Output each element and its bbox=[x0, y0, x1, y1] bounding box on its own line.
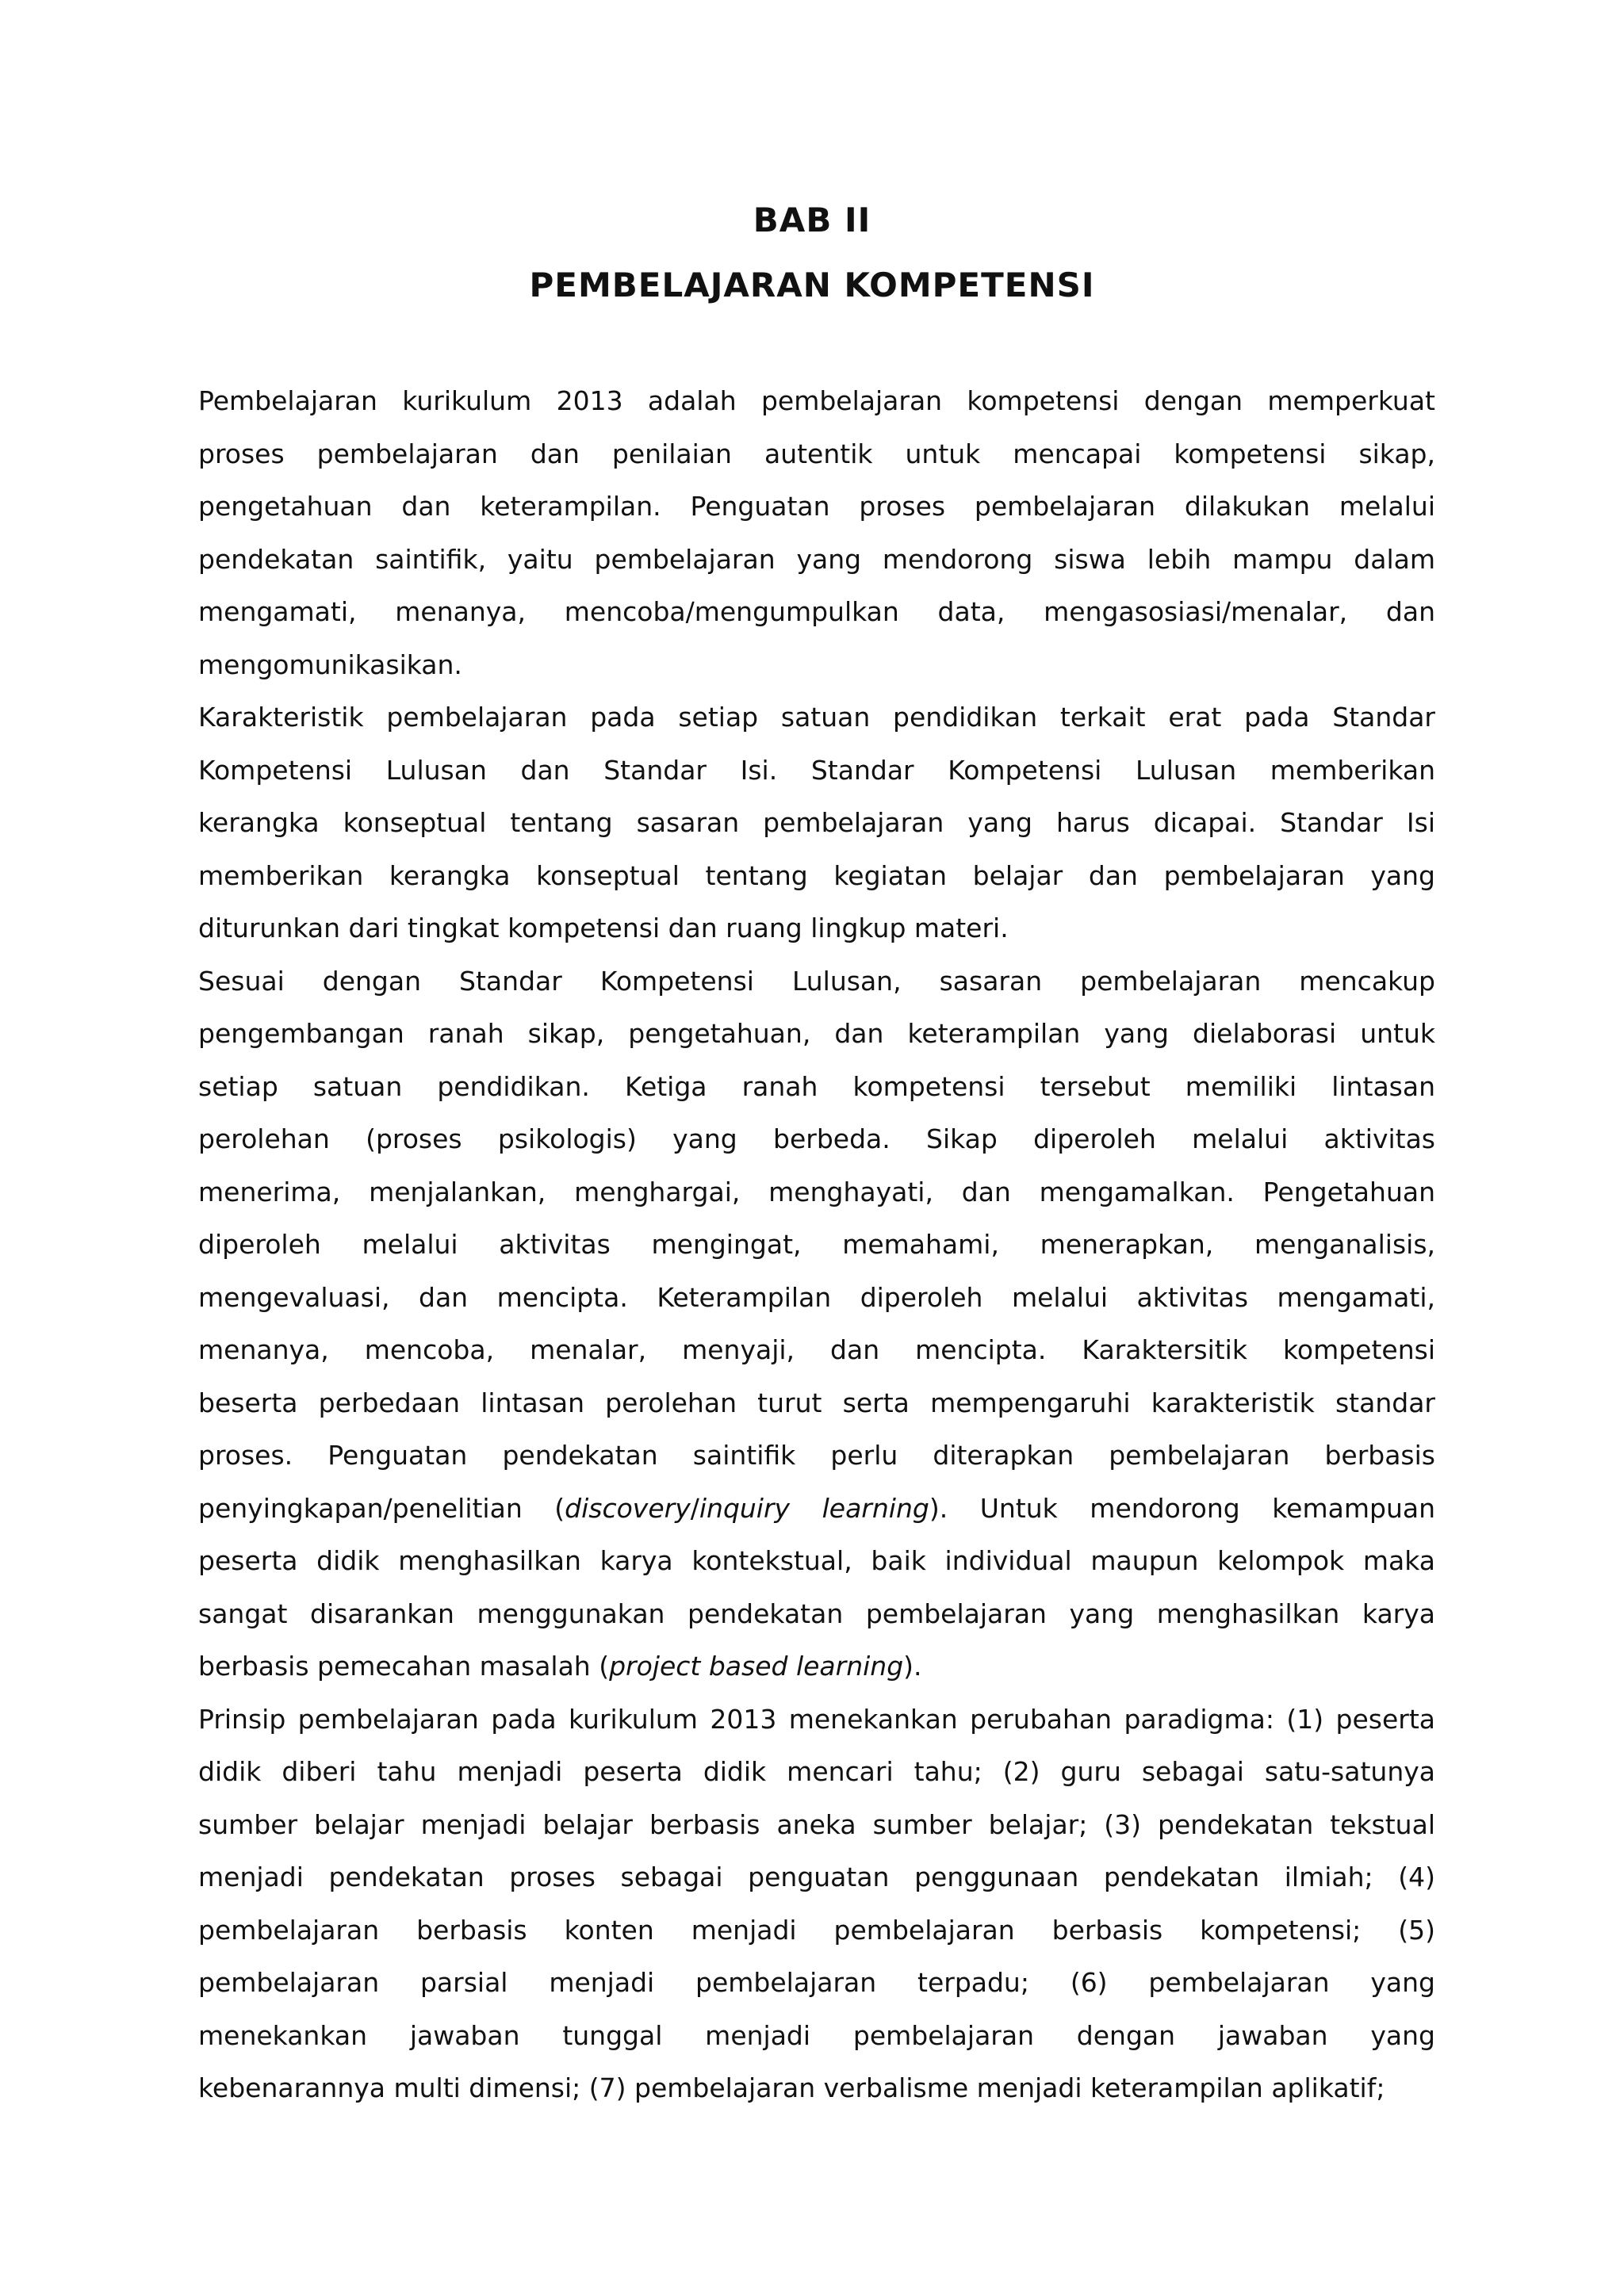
text-line: sangat disarankan menggunakan pendekatan pembelajaran yang menghasilkan karya bbox=[198, 1598, 1435, 1629]
text-line: proses pembelajaran dan penilaian autentik untuk mencapai kompetensi sikap, bbox=[198, 438, 1435, 469]
text-line: memberikan kerangka konseptual tentang kegiatan belajar dan pembelajaran yang bbox=[198, 859, 1435, 891]
italic-term: inquiry learning bbox=[699, 1492, 929, 1524]
text-line: menjadi pendekatan proses sebagai penguatan penggunaan pendekatan ilmiah; (4) bbox=[198, 1862, 1435, 1892]
text-line: kebenarannya multi dimensi; (7) pembelajaran verbalisme menjadi keterampilan aplikatif; bbox=[198, 2072, 1385, 2103]
text-line: menanya, mencoba, menalar, menyaji, dan mencipta. Karaktersitik kompetensi bbox=[198, 1334, 1435, 1365]
text-line: Prinsip pembelajaran pada kurikulum 2013 menekankan perubahan paradigma: (1) peserta bbox=[198, 1703, 1435, 1735]
text-line: pembelajaran berbasis konten menjadi pembelajaran berbasis kompetensi; (5) bbox=[198, 1914, 1435, 1946]
text-line bbox=[198, 1483, 1435, 1536]
text-line: Sesuai dengan Standar Kompetensi Lulusan, sasaran pembelajaran mencakup bbox=[198, 965, 1435, 997]
body-text bbox=[198, 375, 1435, 2115]
text-line: perolehan (proses psikologis) yang berbeda. Sikap diperoleh melalui aktivitas bbox=[198, 1123, 1435, 1154]
text-segment: ). bbox=[903, 1651, 922, 1682]
text-line: Kompetensi Lulusan dan Standar Isi. Standar Kompetensi Lulusan memberikan bbox=[198, 754, 1435, 786]
paragraph bbox=[198, 1693, 1435, 2115]
text-line: setiap satuan pendidikan. Ketiga ranah kompetensi tersebut memiliki lintasan bbox=[198, 1070, 1435, 1102]
text-line: Karakteristik pembelajaran pada setiap satuan pendidikan terkait erat pada Standar bbox=[198, 702, 1435, 733]
text-segment: berbasis pemecahan masalah ( bbox=[198, 1651, 610, 1682]
paragraph bbox=[198, 375, 1435, 691]
text-segment: ). Untuk mendorong kemampuan bbox=[929, 1492, 1435, 1524]
paragraph bbox=[198, 955, 1435, 1693]
chapter-number: BAB II bbox=[753, 201, 871, 239]
text-line: kerangka konseptual tentang sasaran pembelajaran yang harus dicapai. Standar Isi bbox=[198, 807, 1435, 838]
text-line: proses. Penguatan pendekatan saintifik perlu diterapkan pembelajaran berbasis bbox=[198, 1440, 1435, 1471]
text-line: mengomunikasikan. bbox=[198, 649, 462, 680]
text-line: menekankan jawaban tunggal menjadi pembelajaran dengan jawaban yang bbox=[198, 2019, 1435, 2051]
text-line: menerima, menjalankan, menghargai, menghayati, dan mengamalkan. Pengetahuan bbox=[198, 1176, 1435, 1207]
text-line: pendekatan saintifik, yaitu pembelajaran yang mendorong siswa lebih mampu dalam bbox=[198, 543, 1435, 575]
text-line: didik diberi tahu menjadi peserta didik mencari tahu; (2) guru sebagai satu-satunya bbox=[198, 1756, 1435, 1787]
text-line: mengamati, menanya, mencoba/mengumpulkan data, mengasosiasi/menalar, dan bbox=[198, 596, 1435, 627]
text-line bbox=[198, 1640, 1435, 1693]
italic-term: discovery bbox=[565, 1492, 691, 1524]
text-line: pengetahuan dan keterampilan. Penguatan proses pembelajaran dilakukan melalui bbox=[198, 491, 1435, 522]
text-line: mengevaluasi, dan mencipta. Keterampilan diperoleh melalui aktivitas mengamati, bbox=[198, 1281, 1435, 1313]
text-segment: / bbox=[690, 1492, 699, 1524]
text-line: diperoleh melalui aktivitas mengingat, memahami, menerapkan, menganalisis, bbox=[198, 1229, 1435, 1260]
paragraph bbox=[198, 691, 1435, 955]
italic-term: project based learning bbox=[609, 1651, 904, 1682]
text-segment: penyingkapan/penelitian ( bbox=[198, 1492, 565, 1524]
text-line: diturunkan dari tingkat kompetensi dan ruang lingkup materi. bbox=[198, 913, 1009, 943]
text-line: pengembangan ranah sikap, pengetahuan, dan keterampilan yang dielaborasi untuk bbox=[198, 1018, 1435, 1049]
chapter-title: PEMBELAJARAN KOMPETENSI bbox=[529, 266, 1095, 304]
text-line: pembelajaran parsial menjadi pembelajaran terpadu; (6) pembelajaran yang bbox=[198, 1967, 1435, 1998]
text-line: sumber belajar menjadi belajar berbasis aneka sumber belajar; (3) pendekatan tekstual bbox=[198, 1808, 1435, 1840]
text-line: peserta didik menghasilkan karya kontekstual, baik individual maupun kelompok maka bbox=[198, 1545, 1435, 1576]
text-line: Pembelajaran kurikulum 2013 adalah pembelajaran kompetensi dengan memperkuat bbox=[198, 385, 1435, 416]
text-line: beserta perbedaan lintasan perolehan turut serta mempengaruhi karakteristik standar bbox=[198, 1387, 1435, 1418]
